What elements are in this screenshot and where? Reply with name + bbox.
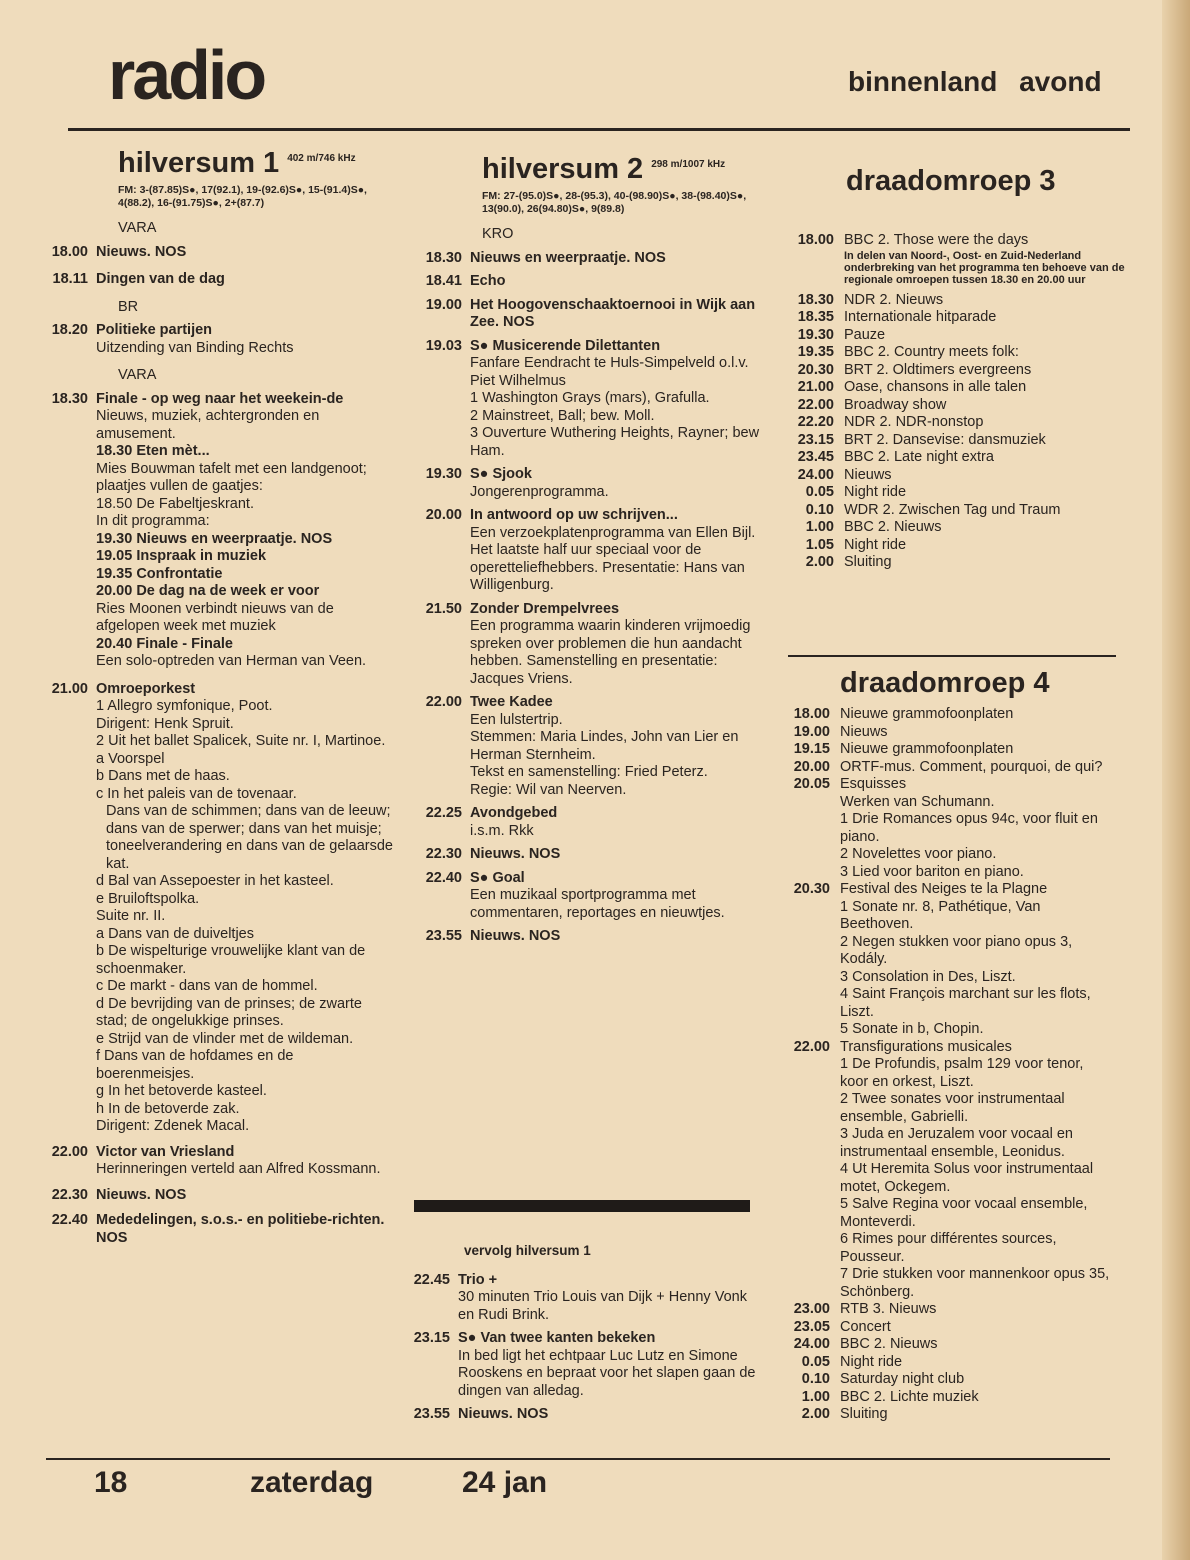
program-item [418,338,764,461]
line: 3 Lied voor bariton en piano. [840,863,1024,880]
sub-item: 18.50 De Fabeltjeskrant. [96,495,254,512]
top-rule [68,128,1130,131]
program-time: 19.30 [797,326,834,343]
program-title: Nieuws. NOS [470,928,561,944]
program-description: Uitzending van Binding Rechts [96,339,294,356]
program-time: 1.05 [805,536,834,553]
program-time: 18.00 [793,706,830,722]
program-title: S● Musicerende Dilettanten [470,337,661,354]
program-item [44,322,394,357]
line: 2 Uit het ballet Spalicek, Suite nr. I, Martinoe. [96,733,386,749]
program-item [44,1212,394,1247]
broadcaster: VARA [118,367,157,383]
draadomroep4-column [784,666,1114,1424]
schedule-item [788,519,1138,537]
program-item [418,507,764,595]
program-description: In bed ligt het echtpaar Luc Lutz en Simone Rooskens en bepraat voor het slapen gaan de dingen van alledag. [458,1347,756,1399]
program-time: 21.50 [425,600,462,617]
program-title: RTB 3. Nieuws [840,1301,937,1317]
program-item [406,1330,756,1400]
program-time: 23.45 [797,449,834,465]
schedule-item [788,379,1138,397]
program-time: 24.00 [797,466,834,483]
line: d De bevrijding van de prinses; de zwarte stad; de ongelukkige prinses. [96,995,362,1029]
line: 5 Salve Regina voor vocaal ensemble, Monteverdi. [840,1196,1088,1230]
program-title: Saturday night club [840,1371,965,1387]
program-time: 22.00 [51,1143,88,1160]
program-item [44,271,394,289]
program-time: 19.30 [425,466,462,482]
schedule-item [784,759,1114,777]
program-title: Concert [840,1318,891,1335]
station-name: hilversum 1 [118,147,280,179]
station-name: draadomroep 4 [840,667,1050,699]
program-title: BBC 2. Country meets folk: [844,344,1019,360]
program-time: 22.00 [797,396,834,413]
line: Dirigent: Henk Spruit. [96,715,234,732]
line: a Voorspel [96,750,165,767]
program-description: 30 minuten Trio Louis van Dijk + Henny Vonk en Rudi Brink. [458,1289,747,1323]
program-time: 18.00 [797,232,834,248]
program-description: Een verzoekplatenprogramma van Ellen Bijl. Het laatste half uur speciaal voor de operetteliefhebbers. Presentatie: Hans van Willigenburg. [470,524,756,593]
program-time: 22.40 [425,869,462,886]
program-time: 19.15 [793,741,830,757]
program-title: BBC 2. Nieuws [840,1336,938,1352]
hilversum1-column [44,146,394,1247]
program-title: Oase, chansons in alle talen [844,379,1027,395]
schedule-list [784,1301,1114,1424]
line: 7 Drie stukken voor mannenkoor opus 35, Schönberg. [840,1266,1110,1300]
line: Tekst en samenstelling: Fried Peterz. [470,764,708,780]
schedule-list [788,292,1138,572]
sub-description: Een solo-optreden van Herman van Veen. [96,653,367,669]
program-description: Nieuws, muziek, achtergronden en amusement. [96,408,320,442]
draadomroep3-column [788,164,1138,572]
program-title: ORTF-mus. Comment, pourquoi, de qui? [840,758,1103,775]
program-title: Finale - op weg naar het weekein-de [96,390,344,407]
program-time: 18.11 [52,271,88,287]
program-title: Trio + [458,1271,498,1288]
schedule-item [784,1336,1114,1354]
masthead-subtitle: binnenland avond [848,66,1102,97]
schedule-item [784,741,1114,759]
sub-description: In dit programma: [96,513,210,529]
program-item [44,681,394,1136]
line: 1 Sonate nr. 8, Pathétique, Van Beethoven. [840,898,1041,932]
program-title: Avondgebed [470,805,558,821]
line: Stemmen: Maria Lindes, John van Lier en Herman Sternheim. [470,729,739,763]
line: d Bal van Assepoester in het kasteel. [96,873,334,889]
program-title: Pauze [844,326,886,343]
line: Dans van de schimmen; dans van de leeuw; dans van de sperwer; dans van het muisje; toneelverandering en dans van de gelaarsde kat. [106,803,393,872]
program-title: In antwoord op uw schrijven... [470,507,678,523]
program-title: Sluiting [844,554,892,570]
line: 3 Consolation in Des, Liszt. [840,968,1016,985]
line: Regie: Wil van Neerven. [470,781,627,798]
line: 5 Sonate in b, Chopin. [840,1021,984,1037]
program-title: BBC 2. Late night extra [844,449,994,465]
program-item [788,232,1138,286]
line: a Dans van de duiveltjes [96,925,254,942]
page-number: 18 [94,1466,128,1499]
program-item [418,250,764,268]
program-item [406,1272,756,1325]
schedule-item [788,554,1138,572]
line: 1 Drie Romances opus 94c, voor fluit en piano. [840,811,1098,845]
schedule-item [788,362,1138,380]
program-time: 22.00 [425,694,462,710]
footer-rule [46,1458,1110,1460]
line: Suite nr. II. [96,908,166,924]
program-title: Internationale hitparade [844,309,997,325]
program-title: S● Sjook [470,466,532,482]
broadcaster: VARA [118,220,157,236]
schedule-item [788,397,1138,415]
program-description: Een muzikaal sportprogramma met commentaren, reportages en nieuwtjes. [470,887,725,921]
program-time: 23.00 [793,1301,830,1317]
program-title: BBC 2. Those were the days [844,232,1029,248]
vervolg-heading: vervolg hilversum 1 [464,1243,591,1258]
program-title: Politieke partijen [96,322,213,338]
program-title: Echo [470,273,506,289]
program-title: Night ride [840,1353,903,1370]
program-time: 21.00 [51,680,88,697]
program-time: 18.00 [51,243,88,260]
program-description: Jongerenprogramma. [470,483,609,500]
sub-item: 19.35 Confrontatie [96,565,223,582]
line: 2 Twee sonates voor instrumentaal ensemble, Gabrielli. [840,1091,1065,1125]
program-time: 19.35 [797,344,834,360]
hilversum2-column [418,152,764,946]
program-title: Het Hoogovenschaaktoernooi in Wijk aan Zee. NOS [470,296,756,330]
program-time: 24.00 [793,1336,830,1352]
sub-item: 19.30 Nieuws en weerpraatje. NOS [96,530,333,547]
program-item [784,881,1114,1039]
schedule-item [784,1406,1114,1424]
schedule-item [788,432,1138,450]
program-time: 22.45 [413,1271,450,1288]
broadcaster-block [44,299,394,317]
program-time: 18.20 [51,322,88,338]
footer-day: zaterdag [250,1466,374,1499]
program-item [418,466,764,501]
station-header [44,146,394,238]
program-time: 18.30 [425,249,462,266]
schedule-item [788,467,1138,485]
program-title: Night ride [844,484,907,500]
line: b De wispelturige vrouwelijke klant van de schoenmaker. [96,943,366,977]
section-divider-bar [414,1200,750,1212]
program-time: 22.00 [793,1038,830,1055]
program-time: 18.41 [425,273,462,289]
schedule-list [784,706,1114,776]
program-item [418,694,764,799]
vervolg-column [406,1242,756,1424]
line: e Bruiloftspolka. [96,890,200,907]
program-item [418,928,764,946]
line: h In de betoverde zak. [96,1100,240,1117]
schedule-item [788,292,1138,310]
program-time: 18.30 [797,291,834,308]
sub-description: Ries Moonen verbindt nieuws van de afgelopen week met muziek [96,600,334,634]
program-title: Transfigurations musicales [840,1038,1012,1055]
program-title: NDR 2. NDR-nonstop [844,414,984,430]
line: c In het paleis van de tovenaar. [96,785,297,802]
program-title: Night ride [844,536,907,553]
program-time: 0.10 [801,1371,830,1387]
program-time: 23.55 [425,928,462,944]
program-title: S● Goal [470,869,525,886]
sub-item: 18.30 Eten mèt... [96,443,210,459]
program-note: In delen van Noord-, Oost- en Zuid-Nederland onderbreking van het programma ten behoeve van de regionale omroepen tussen 18.30 en 20.00 uur [844,249,1125,286]
line: 6 Rimes pour différentes sources, Pousseur. [840,1231,1057,1265]
program-title: WDR 2. Zwischen Tag und Traum [844,501,1061,518]
program-time: 20.05 [793,776,830,792]
program-description: Herinneringen verteld aan Alfred Kossmann. [96,1161,381,1177]
line: Dirigent: Zdenek Macal. [96,1118,250,1134]
line: g In het betoverde kasteel. [96,1083,267,1099]
program-time: 22.25 [425,805,462,821]
schedule-item [788,309,1138,327]
schedule-item [784,706,1114,724]
program-title: Mededelingen, s.o.s.- en politiebe-richten. NOS [96,1212,385,1246]
line: 3 Ouverture Wuthering Heights, Rayner; bew Ham. [470,425,760,459]
schedule-item [784,1389,1114,1407]
line: Een lulstertrip. [470,711,563,728]
sub-item: 20.00 De dag na de week er voor [96,583,320,599]
fm-frequencies: FM: 27-(95.0)S●, 28-(95.3), 40-(98.90)S●, 38-(98.40)S●, 13(90.0), 26(94.80)S●, 9(89.8) [482,190,747,215]
program-title: Nieuws. NOS [96,243,187,260]
line: 4 Ut Heremita Solus voor instrumentaal motet, Ockegem. [840,1161,1094,1195]
program-time: 23.15 [797,431,834,448]
line: 2 Negen stukken voor piano opus 3, Kodály. [840,933,1073,967]
schedule-item [784,1371,1114,1389]
broadcaster: KRO [482,226,514,242]
line: f Dans van de hofdames en de boerenmeisjes. [96,1048,294,1082]
program-title: Nieuws. NOS [470,846,561,862]
program-title: Nieuws. NOS [458,1406,549,1422]
program-time: 2.00 [805,554,834,570]
station-frequency: 298 m/1007 kHz [651,159,726,170]
schedule-item [788,537,1138,555]
draad4-rule [788,655,1116,657]
program-item [44,1144,394,1179]
program-time: 0.05 [801,1353,830,1370]
program-title: NDR 2. Nieuws [844,291,944,308]
program-title: Nieuws [840,723,888,740]
program-time: 23.05 [793,1318,830,1335]
line: b Dans met de haas. [96,768,230,784]
program-title: BBC 2. Nieuws [844,519,942,535]
program-time: 2.00 [801,1406,830,1422]
line: 2 Mainstreet, Ball; bew. Moll. [470,407,655,424]
sub-item: 19.05 Inspraak in muziek [96,548,267,564]
program-title: Dingen van de dag [96,271,225,287]
program-time: 19.00 [425,296,462,313]
schedule-item [784,724,1114,742]
program-title: Festival des Neiges te la Plagne [840,881,1048,897]
program-time: 19.03 [425,337,462,354]
program-time: 20.30 [793,881,830,897]
line: Fanfare Eendracht te Huls-Simpelveld o.l.v. Piet Wilhelmus [470,355,749,389]
program-description: i.s.m. Rkk [470,822,534,839]
program-item [418,273,764,291]
program-title: Nieuws. NOS [96,1186,187,1203]
program-time: 19.00 [793,723,830,740]
program-title: Sluiting [840,1406,888,1422]
line: 1 Washington Grays (mars), Grafulla. [470,390,710,406]
program-title: Zonder Drempelvrees [470,600,620,617]
program-time: 18.30 [51,390,88,407]
line: 1 Allegro symfonique, Poot. [96,698,273,714]
program-title: BRT 2. Dansevise: dansmuziek [844,431,1046,448]
station-name: draadomroep 3 [846,165,1056,197]
program-item [418,846,764,864]
program-description: Een programma waarin kinderen vrijmoedig spreken over problemen die hun aandacht hebben. Samenstelling en presentatie: Jacques Vriens. [470,618,751,687]
program-item [418,805,764,840]
schedule-item [788,327,1138,345]
program-item [784,1039,1114,1302]
program-time: 22.30 [425,846,462,862]
program-title: S● Van twee kanten bekeken [458,1330,656,1346]
program-time: 20.00 [793,758,830,775]
program-title: Broadway show [844,396,947,413]
program-title: Esquisses [840,776,907,792]
program-item [406,1406,756,1424]
line: 1 De Profundis, psalm 129 voor tenor, koor en orkest, Liszt. [840,1056,1084,1090]
line: 4 Saint François marchant sur les flots, Liszt. [840,986,1091,1020]
station-name: hilversum 2 [482,153,644,185]
line: 3 Juda en Jeruzalem voor vocaal en instrumentaal ensemble, Leonidus. [840,1126,1073,1160]
fm-frequencies: FM: 3-(87.85)S●, 17(92.1), 19-(92.6)S●, 15-(91.4)S●, 4(88.2), 16-(91.75)S●, 2+(87.7) [118,184,367,209]
program-item [44,391,394,671]
program-title: BRT 2. Oldtimers evergreens [844,361,1032,378]
program-title: Omroeporkest [96,680,196,697]
program-time: 0.05 [805,484,834,500]
program-title: Nieuws en weerpraatje. NOS [470,249,666,266]
program-time: 1.00 [801,1388,830,1405]
program-item [784,776,1114,881]
schedule-item [788,449,1138,467]
program-title: Victor van Vriesland [96,1143,235,1160]
footer-date: 24 jan [462,1466,548,1499]
program-title: Nieuws [844,466,892,483]
page-edge [1162,0,1190,1560]
line: c De markt - dans van de hommel. [96,978,318,994]
program-time: 22.20 [797,414,834,430]
schedule-item [788,484,1138,502]
program-item [418,601,764,689]
masthead-title: radio [108,36,265,114]
program-time: 0.10 [805,501,834,518]
program-item [44,244,394,262]
line: 2 Novelettes voor piano. [840,846,997,862]
schedule-item [784,1319,1114,1337]
schedule-item [784,1301,1114,1319]
program-time: 22.30 [51,1186,88,1203]
broadcaster-block [44,367,394,385]
sub-description: Mies Bouwman tafelt met een landgenoot; plaatjes vullen de gaatjes: [96,460,367,494]
program-title: BBC 2. Lichte muziek [840,1388,979,1405]
schedule-item [788,414,1138,432]
program-time: 20.30 [797,361,834,378]
station-header [418,152,764,244]
program-time: 21.00 [797,379,834,395]
program-time: 20.00 [425,507,462,523]
schedule-item [788,344,1138,362]
program-title: Nieuwe grammofoonplaten [840,741,1014,757]
program-item [44,1187,394,1205]
schedule-item [788,502,1138,520]
program-time: 23.55 [413,1406,450,1422]
broadcaster: BR [118,298,139,315]
schedule-item [784,1354,1114,1372]
program-time: 22.40 [51,1212,88,1228]
station-frequency: 402 m/746 kHz [287,153,356,164]
program-title: Nieuwe grammofoonplaten [840,706,1014,722]
program-time: 1.00 [805,519,834,535]
program-title: Twee Kadee [470,694,553,710]
program-item [418,297,764,332]
program-item [418,870,764,923]
sub-item: 20.40 Finale - Finale [96,635,233,652]
program-time: 18.35 [797,309,834,325]
line: Werken van Schumann. [840,793,995,810]
program-time: 23.15 [413,1330,450,1346]
line: e Strijd van de vlinder met de wildeman. [96,1030,354,1047]
